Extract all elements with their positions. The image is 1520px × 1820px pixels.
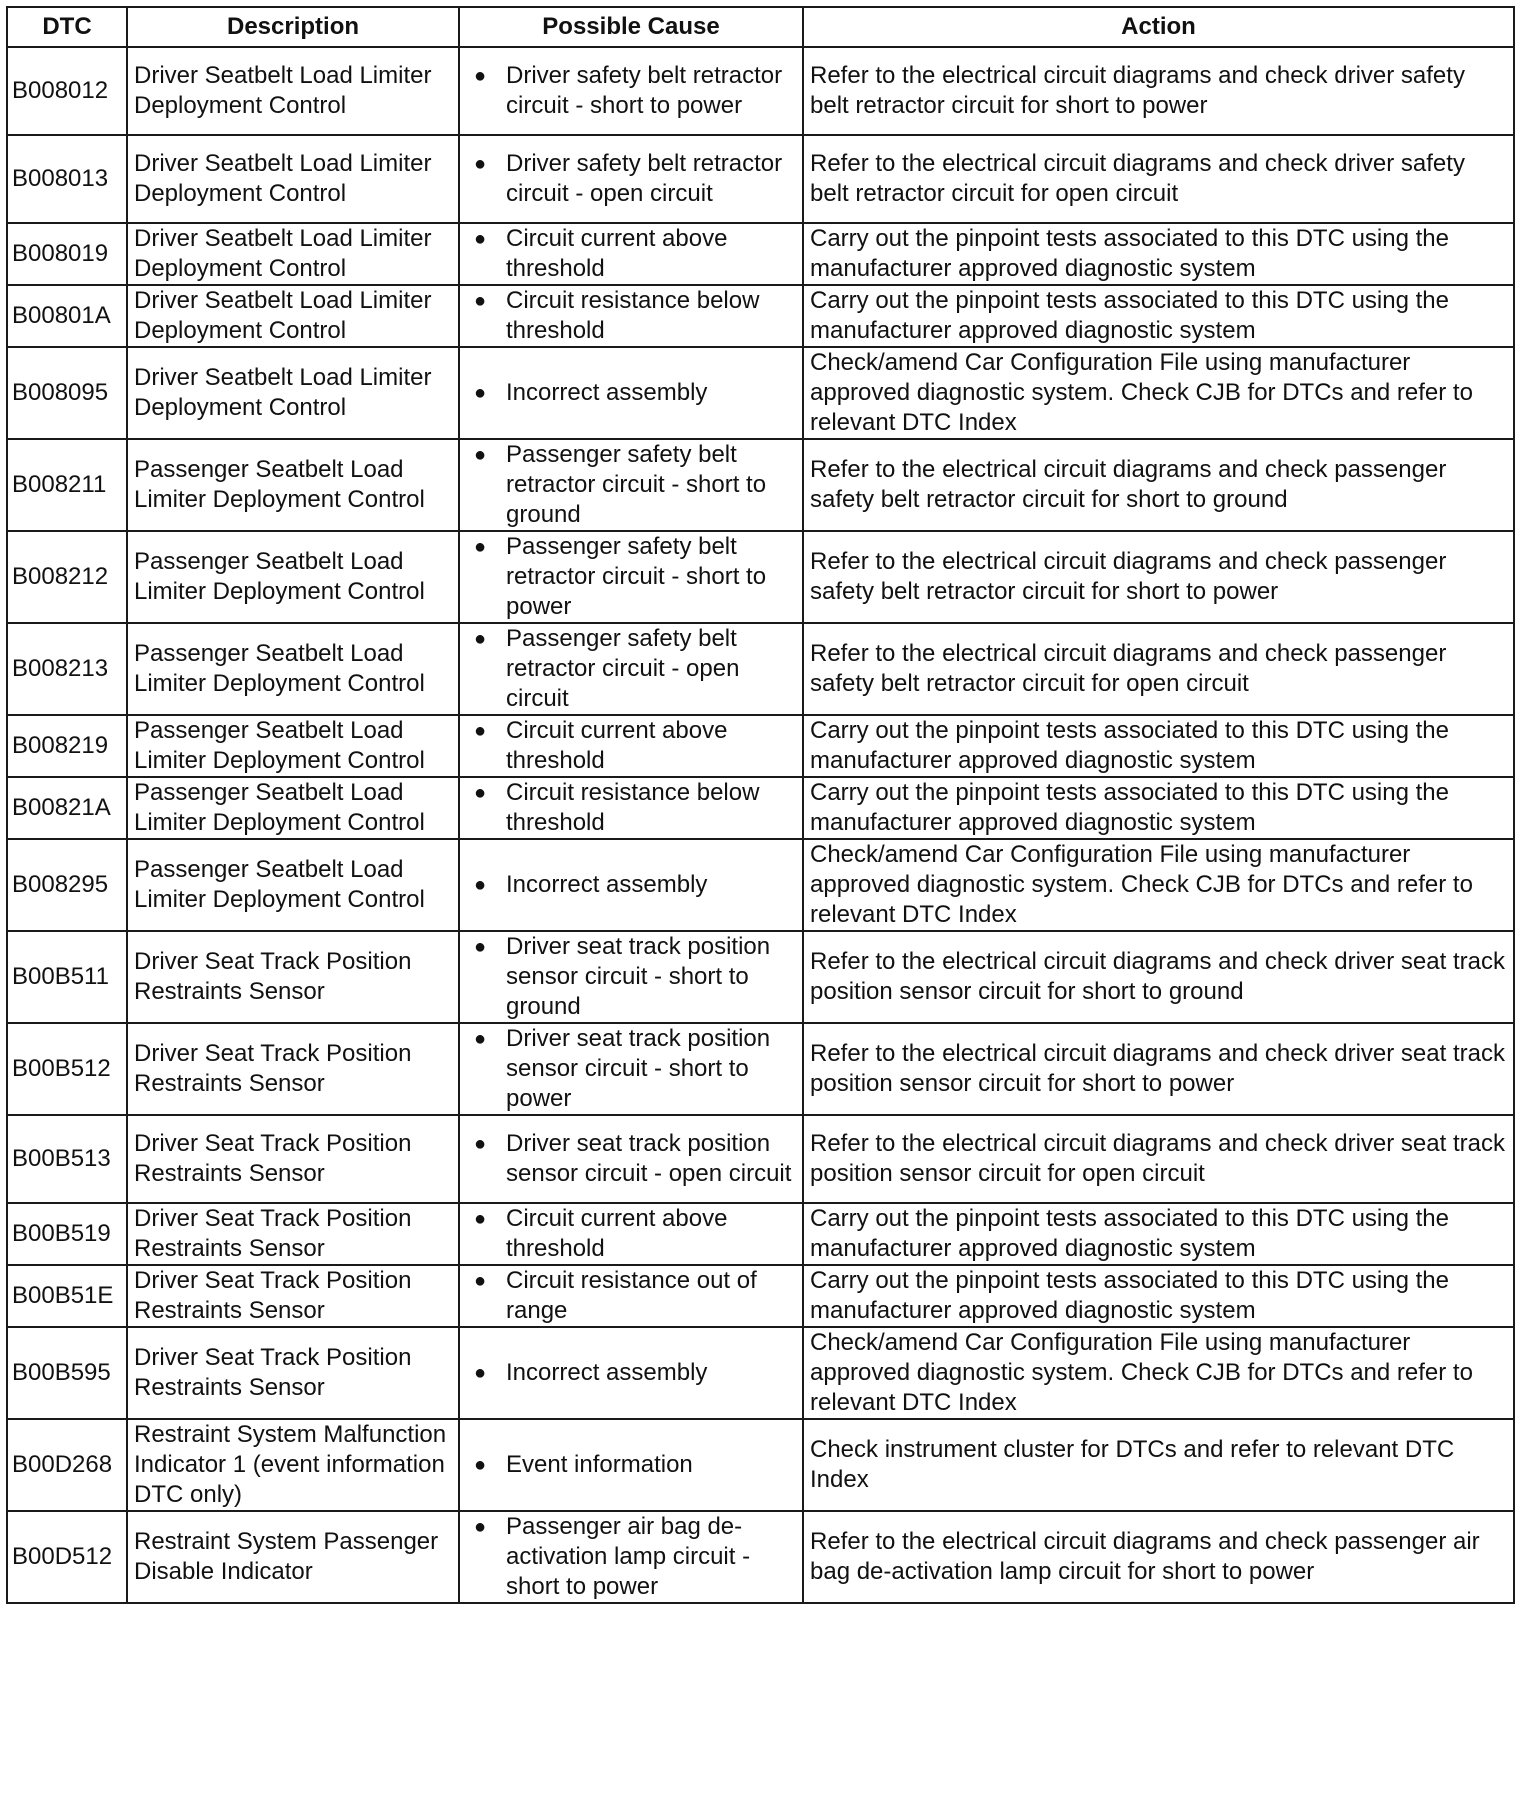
dtc-code: B00D268 [7, 1419, 127, 1511]
dtc-table [6, 6, 1515, 1604]
possible-cause-cell [459, 839, 803, 931]
dtc-code: B008212 [7, 531, 127, 623]
dtc-description: Passenger Seatbelt Load Limiter Deployment Control [127, 531, 459, 623]
bullet-icon: ● [474, 153, 487, 175]
possible-cause-text: Event information [506, 1451, 693, 1478]
dtc-action: Check/amend Car Configuration File using manufacturer approved diagnostic system. Check CJB for DTCs and refer to relevant DTC Index [803, 347, 1514, 439]
bullet-icon: ● [474, 1028, 487, 1050]
bullet-icon: ● [474, 720, 487, 742]
possible-cause-item [474, 1450, 798, 1480]
dtc-action: Refer to the electrical circuit diagrams and check driver seat track position sensor circuit for short to power [803, 1023, 1514, 1115]
table-row [7, 1419, 1514, 1511]
header-action: Action [803, 7, 1514, 47]
possible-cause-cell [459, 1511, 803, 1603]
dtc-description: Driver Seat Track Position Restraints Sensor [127, 1023, 459, 1115]
table-row [7, 135, 1514, 223]
possible-cause-item [474, 378, 798, 408]
possible-cause-item [474, 286, 798, 346]
table-row [7, 1203, 1514, 1265]
dtc-code: B008019 [7, 223, 127, 285]
bullet-icon: ● [474, 1516, 487, 1538]
dtc-description: Passenger Seatbelt Load Limiter Deployment Control [127, 777, 459, 839]
dtc-code: B008219 [7, 715, 127, 777]
bullet-icon: ● [474, 782, 487, 804]
possible-cause-text: Circuit resistance out of range [506, 1267, 757, 1324]
bullet-icon: ● [474, 874, 487, 896]
possible-cause-item [474, 1512, 798, 1602]
dtc-action: Refer to the electrical circuit diagrams and check passenger safety belt retractor circuit for open circuit [803, 623, 1514, 715]
dtc-description: Passenger Seatbelt Load Limiter Deployment Control [127, 623, 459, 715]
bullet-icon: ● [474, 1362, 487, 1384]
possible-cause-cell [459, 47, 803, 135]
possible-cause-cell [459, 135, 803, 223]
dtc-action: Refer to the electrical circuit diagrams and check driver safety belt retractor circuit for open circuit [803, 135, 1514, 223]
dtc-description: Restraint System Passenger Disable Indicator [127, 1511, 459, 1603]
dtc-code: B008012 [7, 47, 127, 135]
possible-cause-text: Driver safety belt retractor circuit - open circuit [506, 150, 783, 207]
table-row [7, 931, 1514, 1023]
dtc-description: Driver Seat Track Position Restraints Sensor [127, 931, 459, 1023]
dtc-code: B00B513 [7, 1115, 127, 1203]
dtc-action: Carry out the pinpoint tests associated to this DTC using the manufacturer approved diagnostic system [803, 285, 1514, 347]
dtc-action: Refer to the electrical circuit diagrams and check passenger safety belt retractor circuit for short to power [803, 531, 1514, 623]
possible-cause-item [474, 932, 798, 1022]
dtc-action: Check/amend Car Configuration File using manufacturer approved diagnostic system. Check CJB for DTCs and refer to relevant DTC Index [803, 839, 1514, 931]
possible-cause-item [474, 224, 798, 284]
dtc-code: B00B519 [7, 1203, 127, 1265]
dtc-code: B00B595 [7, 1327, 127, 1419]
possible-cause-cell [459, 1419, 803, 1511]
dtc-code: B00B511 [7, 931, 127, 1023]
possible-cause-item [474, 149, 798, 209]
table-row [7, 285, 1514, 347]
table-header-row [7, 7, 1514, 47]
possible-cause-item [474, 1358, 798, 1388]
bullet-icon: ● [474, 1270, 487, 1292]
table-row [7, 47, 1514, 135]
possible-cause-text: Driver seat track position sensor circuit - short to ground [506, 933, 771, 1020]
possible-cause-text: Driver seat track position sensor circuit - short to power [506, 1025, 771, 1112]
table-row [7, 347, 1514, 439]
bullet-icon: ● [474, 936, 487, 958]
dtc-description: Driver Seat Track Position Restraints Sensor [127, 1327, 459, 1419]
header-possible-cause: Possible Cause [459, 7, 803, 47]
table-row [7, 1023, 1514, 1115]
bullet-icon: ● [474, 290, 487, 312]
possible-cause-cell [459, 531, 803, 623]
dtc-description: Driver Seatbelt Load Limiter Deployment Control [127, 47, 459, 135]
possible-cause-cell [459, 347, 803, 439]
dtc-code: B00B512 [7, 1023, 127, 1115]
possible-cause-cell [459, 1115, 803, 1203]
table-row [7, 1327, 1514, 1419]
possible-cause-cell [459, 285, 803, 347]
dtc-description: Driver Seatbelt Load Limiter Deployment Control [127, 347, 459, 439]
table-body [7, 47, 1514, 1603]
possible-cause-cell [459, 777, 803, 839]
bullet-icon: ● [474, 382, 487, 404]
possible-cause-text: Passenger safety belt retractor circuit - short to power [506, 533, 767, 620]
dtc-code: B008095 [7, 347, 127, 439]
possible-cause-cell [459, 931, 803, 1023]
dtc-description: Passenger Seatbelt Load Limiter Deployment Control [127, 715, 459, 777]
possible-cause-text: Passenger safety belt retractor circuit - open circuit [506, 625, 740, 712]
dtc-action: Carry out the pinpoint tests associated to this DTC using the manufacturer approved diagnostic system [803, 1203, 1514, 1265]
possible-cause-cell [459, 623, 803, 715]
possible-cause-item [474, 1266, 798, 1326]
dtc-code: B00801A [7, 285, 127, 347]
possible-cause-text: Passenger safety belt retractor circuit - short to ground [506, 441, 767, 528]
possible-cause-text: Incorrect assembly [506, 1359, 708, 1386]
possible-cause-text: Circuit current above threshold [506, 225, 728, 282]
dtc-action: Carry out the pinpoint tests associated to this DTC using the manufacturer approved diagnostic system [803, 1265, 1514, 1327]
header-description: Description [127, 7, 459, 47]
table-row [7, 777, 1514, 839]
possible-cause-text: Incorrect assembly [506, 871, 708, 898]
dtc-code: B00821A [7, 777, 127, 839]
dtc-action: Carry out the pinpoint tests associated to this DTC using the manufacturer approved diagnostic system [803, 223, 1514, 285]
dtc-code: B008295 [7, 839, 127, 931]
possible-cause-item [474, 624, 798, 714]
table-row [7, 439, 1514, 531]
dtc-description: Passenger Seatbelt Load Limiter Deployment Control [127, 439, 459, 531]
possible-cause-cell [459, 1023, 803, 1115]
dtc-action: Refer to the electrical circuit diagrams and check driver seat track position sensor circuit for open circuit [803, 1115, 1514, 1203]
possible-cause-text: Driver safety belt retractor circuit - short to power [506, 62, 783, 119]
dtc-action: Check instrument cluster for DTCs and refer to relevant DTC Index [803, 1419, 1514, 1511]
dtc-code: B00D512 [7, 1511, 127, 1603]
possible-cause-cell [459, 1265, 803, 1327]
bullet-icon: ● [474, 1454, 487, 1476]
dtc-code: B008013 [7, 135, 127, 223]
dtc-code: B00B51E [7, 1265, 127, 1327]
possible-cause-item [474, 870, 798, 900]
possible-cause-item [474, 532, 798, 622]
possible-cause-text: Incorrect assembly [506, 379, 708, 406]
dtc-description: Restraint System Malfunction Indicator 1 (event information DTC only) [127, 1419, 459, 1511]
bullet-icon: ● [474, 536, 487, 558]
bullet-icon: ● [474, 65, 487, 87]
table-row [7, 223, 1514, 285]
header-dtc: DTC [7, 7, 127, 47]
possible-cause-text: Circuit resistance below threshold [506, 779, 760, 836]
possible-cause-cell [459, 223, 803, 285]
dtc-table-page [6, 6, 1515, 1604]
possible-cause-item [474, 1129, 798, 1189]
table-row [7, 531, 1514, 623]
bullet-icon: ● [474, 1133, 487, 1155]
possible-cause-text: Driver seat track position sensor circuit - open circuit [506, 1130, 792, 1187]
table-row [7, 839, 1514, 931]
possible-cause-cell [459, 715, 803, 777]
possible-cause-text: Passenger air bag de-activation lamp circuit - short to power [506, 1513, 751, 1600]
dtc-code: B008213 [7, 623, 127, 715]
possible-cause-item [474, 778, 798, 838]
table-row [7, 715, 1514, 777]
bullet-icon: ● [474, 444, 487, 466]
dtc-action: Refer to the electrical circuit diagrams and check passenger safety belt retractor circuit for short to ground [803, 439, 1514, 531]
dtc-description: Passenger Seatbelt Load Limiter Deployment Control [127, 839, 459, 931]
possible-cause-item [474, 716, 798, 776]
possible-cause-cell [459, 1203, 803, 1265]
dtc-action: Refer to the electrical circuit diagrams and check driver safety belt retractor circuit for short to power [803, 47, 1514, 135]
possible-cause-item [474, 61, 798, 121]
table-row [7, 1265, 1514, 1327]
dtc-description: Driver Seatbelt Load Limiter Deployment Control [127, 223, 459, 285]
dtc-description: Driver Seat Track Position Restraints Sensor [127, 1115, 459, 1203]
dtc-action: Refer to the electrical circuit diagrams and check passenger air bag de-activation lamp circuit for short to power [803, 1511, 1514, 1603]
table-row [7, 1511, 1514, 1603]
possible-cause-text: Circuit current above threshold [506, 717, 728, 774]
dtc-action: Carry out the pinpoint tests associated to this DTC using the manufacturer approved diagnostic system [803, 715, 1514, 777]
dtc-code: B008211 [7, 439, 127, 531]
dtc-description: Driver Seat Track Position Restraints Sensor [127, 1265, 459, 1327]
possible-cause-item [474, 1024, 798, 1114]
possible-cause-text: Circuit resistance below threshold [506, 287, 760, 344]
dtc-action: Refer to the electrical circuit diagrams and check driver seat track position sensor circuit for short to ground [803, 931, 1514, 1023]
bullet-icon: ● [474, 628, 487, 650]
possible-cause-cell [459, 439, 803, 531]
possible-cause-cell [459, 1327, 803, 1419]
possible-cause-item [474, 1204, 798, 1264]
dtc-description: Driver Seat Track Position Restraints Sensor [127, 1203, 459, 1265]
possible-cause-text: Circuit current above threshold [506, 1205, 728, 1262]
bullet-icon: ● [474, 1208, 487, 1230]
dtc-description: Driver Seatbelt Load Limiter Deployment Control [127, 285, 459, 347]
dtc-action: Check/amend Car Configuration File using manufacturer approved diagnostic system. Check CJB for DTCs and refer to relevant DTC Index [803, 1327, 1514, 1419]
dtc-action: Carry out the pinpoint tests associated to this DTC using the manufacturer approved diagnostic system [803, 777, 1514, 839]
table-row [7, 623, 1514, 715]
table-row [7, 1115, 1514, 1203]
possible-cause-item [474, 440, 798, 530]
bullet-icon: ● [474, 228, 487, 250]
dtc-description: Driver Seatbelt Load Limiter Deployment Control [127, 135, 459, 223]
